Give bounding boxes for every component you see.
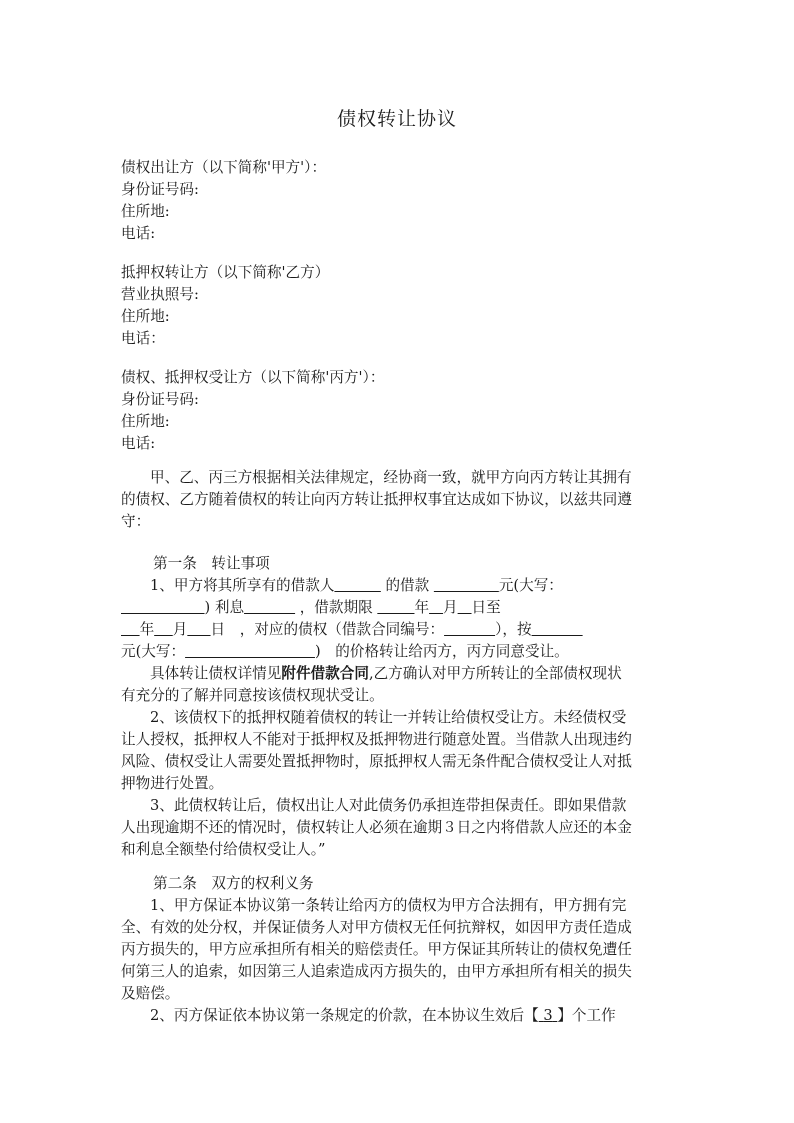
party-b-phone-label: 电话：	[121, 330, 165, 347]
article-2-item1-line: 及赔偿。	[121, 985, 180, 1002]
text-segment: 年	[414, 599, 430, 616]
article-1-detail-line: 有充分的了解并同意按该债权现状受让。	[121, 687, 384, 704]
start-month-blank	[429, 599, 443, 616]
start-year-blank	[377, 599, 414, 616]
article-1-item1-line	[121, 642, 569, 662]
text-segment: 元(大写：	[121, 643, 186, 660]
text-segment: 日至	[471, 599, 501, 616]
party-a-phone-label: 电话:	[121, 225, 156, 242]
party-c-phone-label: 电话:	[121, 435, 156, 452]
party-c-address-label: 住所地:	[121, 413, 170, 430]
working-days-number: 3	[543, 1007, 553, 1024]
attachment-reference: 附件借款合同	[281, 665, 369, 682]
article-1-item1-line	[121, 620, 583, 640]
start-day-blank	[458, 599, 472, 616]
article-1-item3-line: 人出现逾期不还的情况时，债权转让人必须在逾期３日之内将借款人应还的本金	[121, 819, 632, 836]
article-1-item3-line: 3、此债权转让后，债权出让人对此债务仍承担连带担保责任。即如果借款	[150, 797, 627, 814]
text-segment: ，借款期限	[295, 599, 378, 616]
text-segment: ) 利息	[204, 599, 245, 616]
article-1-item2-line: 风险、债权受让人需要处置抵押物时，原抵押权人需无条件配合债权受让人对抵	[121, 753, 632, 770]
article-2-item1-line: 丙方损失的，甲方应承担所有相关的赔偿责任。甲方保证其所转让的债权免遭任	[121, 941, 632, 958]
text-segment: 元(大写：	[498, 577, 563, 594]
working-days-value	[539, 1007, 558, 1024]
party-c-id-label: 身份证号码:	[121, 391, 199, 408]
text-segment: 具体转让债权详情见	[150, 665, 282, 682]
text-segment: ) 的价格转让给丙方，丙方同意受让。	[314, 643, 569, 660]
price-in-words-blank	[185, 643, 315, 660]
document-title: 债权转让协议	[336, 108, 457, 130]
article-2-item2-line	[150, 1006, 616, 1026]
article-2-item1-line: 全、有效的处分权，并保证债务人对甲方债权无任何抗辩权，如因甲方责任造成	[121, 919, 632, 936]
end-month-blank	[154, 621, 173, 638]
party-a-address-label: 住所地:	[121, 203, 170, 220]
article-1-detail-line	[150, 664, 622, 684]
text-segment: 月	[442, 599, 458, 616]
text-segment: 】个工作	[557, 1007, 616, 1024]
article-1-item2-line: 2、该债权下的抵押权随着债权的转让一并转让给债权受让方。未经债权受	[150, 709, 627, 726]
contract-number-blank	[444, 621, 495, 638]
interest-blank	[244, 599, 295, 616]
article-1-item3-line: 和利息全额垫付给债权受让人。”	[121, 841, 326, 858]
article-2-item1-line: 1、甲方保证本协议第一条转让给丙方的债权为甲方合法拥有，甲方拥有完	[150, 897, 627, 914]
article-2-heading: 第二条 双方的权利义务	[153, 875, 314, 892]
text-segment: ），按	[495, 621, 532, 638]
party-a-heading: 债权出让方（以下简称'甲方'）：	[121, 159, 327, 176]
end-year-blank	[121, 621, 140, 638]
text-segment: 日 ，对应的债权（借款合同编号：	[210, 621, 445, 638]
party-a-id-label: 身份证号码:	[121, 181, 199, 198]
article-1-item2-line: 押物进行处置。	[121, 775, 224, 792]
text-segment: 2、丙方保证依本协议第一条规定的价款，在本协议生效后【	[150, 1007, 539, 1024]
text-segment: 月	[172, 621, 188, 638]
amount-in-words-blank	[121, 599, 205, 616]
article-1-item2-line: 让人授权，抵押权人不能对于抵押权及抵押物进行随意处置。当借款人出现违约	[121, 731, 632, 748]
party-b-address-label: 住所地:	[121, 308, 170, 325]
preamble-line: 守：	[121, 513, 151, 530]
article-2-item1-line: 何第三人的追索，如因第三人追索造成丙方损失的，由甲方承担所有相关的损失	[121, 963, 632, 980]
article-1-item1-line	[121, 598, 501, 618]
borrower-blank	[334, 577, 380, 594]
end-day-blank	[187, 621, 210, 638]
party-c-heading: 债权、抵押权受让方（以下简称'丙方'）：	[121, 369, 385, 386]
text-segment: 年	[139, 621, 155, 638]
preamble-line: 甲、乙、丙三方根据相关法律规定，经协商一致，就甲方向丙方转让其拥有	[150, 469, 632, 486]
party-b-heading: 抵押权转让方（以下简称'乙方）	[121, 264, 330, 281]
article-1-heading: 第一条 转让事项	[153, 555, 270, 572]
article-1-item1-line	[150, 576, 563, 596]
text-segment: ,乙方确认对甲方所转让的全部债权现状	[368, 665, 622, 682]
text-segment: 1、甲方将其所享有的借款人	[150, 577, 335, 594]
preamble-line: 的债权、乙方随着债权的转让向丙方转让抵押权事宜达成如下协议，以兹共同遵	[121, 491, 632, 508]
price-blank	[532, 621, 583, 638]
text-segment: 的借款	[380, 577, 434, 594]
party-b-license-label: 营业执照号:	[121, 286, 199, 303]
loan-amount-blank	[434, 577, 499, 594]
